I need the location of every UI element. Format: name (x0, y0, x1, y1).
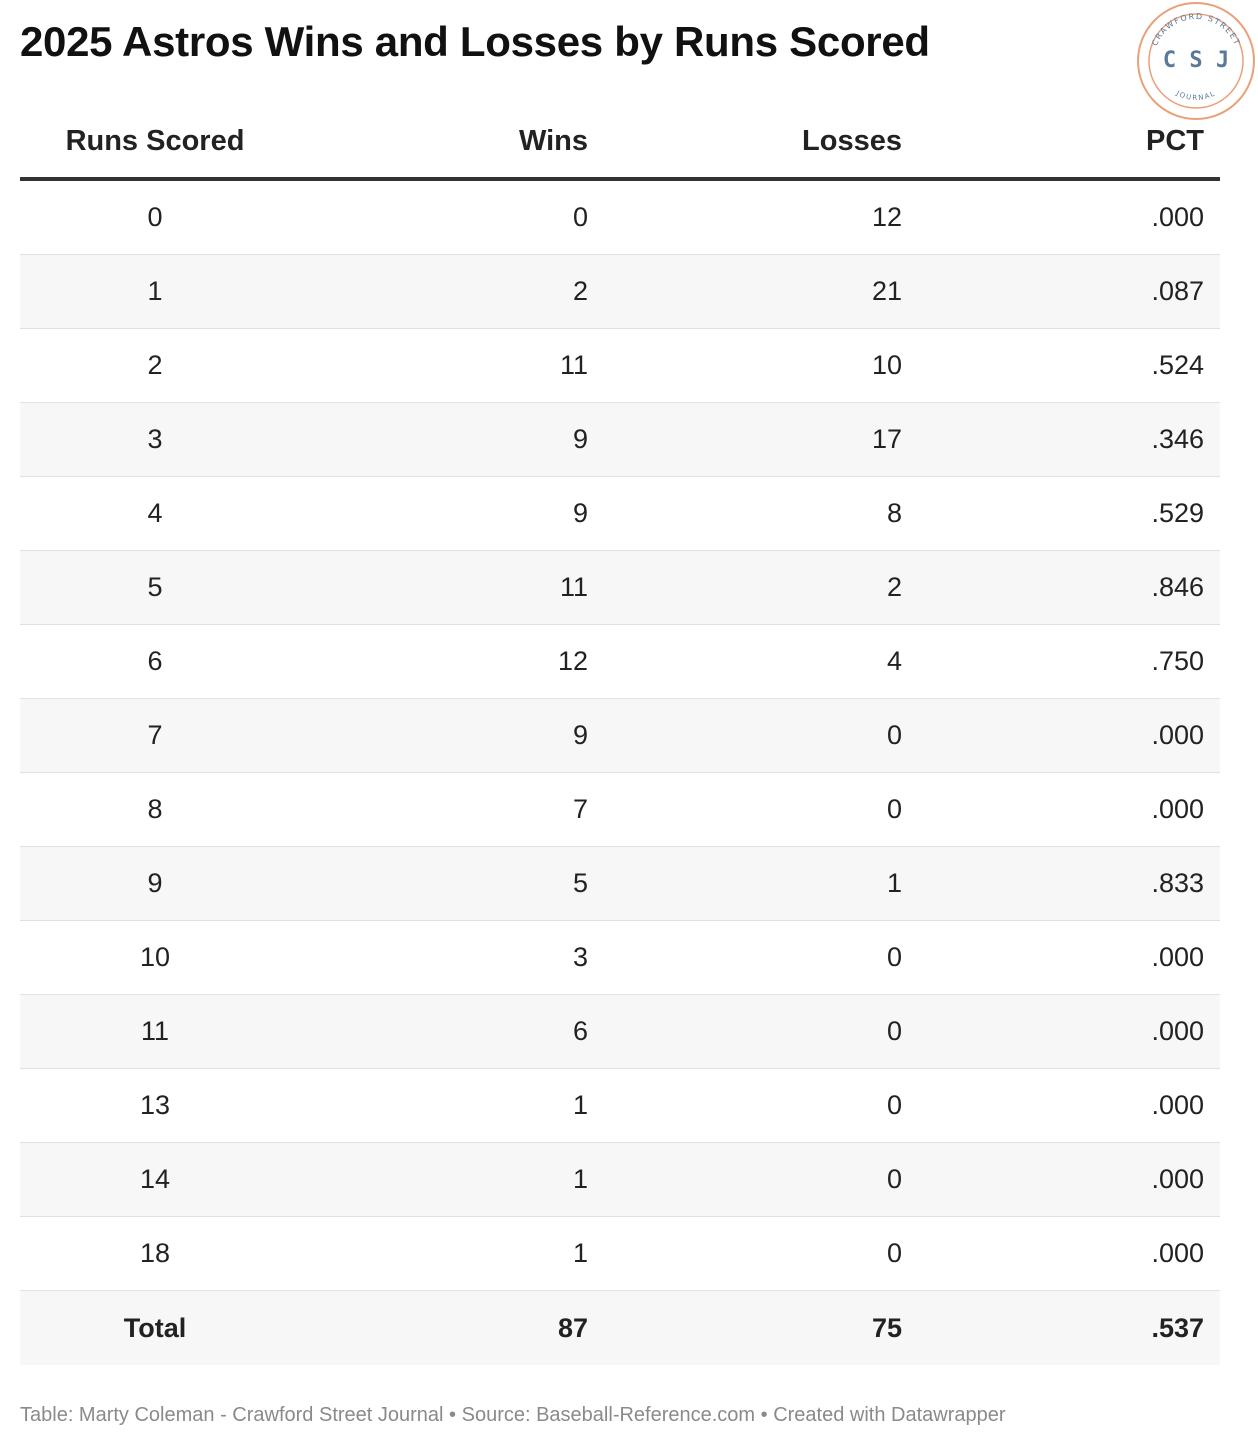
wins-cell: 2 (572, 276, 588, 306)
logo-ring-top: CRAWFORD STREET (1150, 11, 1242, 48)
table-row (20, 921, 1220, 995)
losses-cell: 10 (871, 350, 902, 380)
total-losses: 75 (871, 1312, 902, 1343)
pct-cell: .000 (1151, 1238, 1204, 1268)
pct-cell: .087 (1151, 276, 1204, 306)
wins-cell: 5 (572, 868, 588, 898)
losses-cell: 8 (886, 498, 902, 528)
runs-scored-cell: 4 (147, 498, 163, 528)
pct-cell: .000 (1151, 1016, 1204, 1046)
table-row (20, 551, 1220, 625)
wins-cell: 1 (572, 1090, 588, 1120)
logo-monogram: C S J (1162, 48, 1230, 73)
runs-scored-cell: 2 (147, 350, 163, 380)
chart-title: 2025 Astros Wins and Losses by Runs Scored (20, 18, 930, 65)
pct-cell: .529 (1151, 498, 1204, 528)
table-row (20, 1217, 1220, 1291)
header-wins: Wins (518, 124, 588, 157)
pct-cell: .524 (1151, 350, 1204, 380)
runs-scored-cell: 8 (147, 794, 163, 824)
pct-cell: .000 (1151, 720, 1204, 750)
wins-cell: 1 (572, 1164, 588, 1194)
data-table (20, 105, 1220, 1365)
wins-cell: 12 (557, 646, 588, 676)
runs-scored-cell: 7 (147, 720, 163, 750)
runs-scored-cell: 14 (139, 1164, 171, 1194)
wins-cell: 0 (572, 202, 588, 232)
logo-ring-bottom: JOURNAL (1174, 89, 1218, 103)
losses-cell: 2 (886, 572, 902, 602)
runs-scored-cell: 10 (139, 942, 171, 972)
losses-cell: 1 (886, 868, 902, 898)
pct-cell: .000 (1151, 1090, 1204, 1120)
total-wins: 87 (557, 1312, 588, 1343)
losses-cell: 0 (886, 1238, 902, 1268)
pct-cell: .000 (1151, 1164, 1204, 1194)
table-total-row (20, 1291, 1220, 1365)
table-row (20, 403, 1220, 477)
losses-cell: 21 (871, 276, 902, 306)
runs-scored-cell: 1 (147, 276, 163, 306)
table-row (20, 1143, 1220, 1217)
losses-cell: 0 (886, 794, 902, 824)
table-row (20, 847, 1220, 921)
table-row (20, 995, 1220, 1069)
total-label: Total (123, 1312, 187, 1343)
runs-scored-cell: 11 (140, 1016, 170, 1046)
footer-credits: Table: Marty Coleman - Crawford Street Journal • Source: Baseball-Reference.com • Created with Datawrapper (20, 1404, 1006, 1426)
header-losses: Losses (802, 124, 902, 157)
total-pct: .537 (1151, 1312, 1204, 1343)
table-body (20, 181, 1220, 1365)
losses-cell: 0 (886, 942, 902, 972)
wins-cell: 11 (559, 572, 588, 602)
runs-scored-cell: 9 (147, 868, 163, 898)
losses-cell: 0 (886, 720, 902, 750)
table-row (20, 625, 1220, 699)
pct-cell: .000 (1151, 794, 1204, 824)
runs-scored-cell: 6 (147, 646, 163, 676)
pct-cell: .750 (1151, 646, 1204, 676)
runs-scored-cell: 3 (147, 424, 163, 454)
wins-cell: 3 (572, 942, 588, 972)
wins-cell: 9 (572, 720, 588, 750)
table-row (20, 255, 1220, 329)
losses-cell: 0 (886, 1090, 902, 1120)
wins-cell: 9 (572, 424, 588, 454)
wins-cell: 9 (572, 498, 588, 528)
table-row (20, 699, 1220, 773)
losses-cell: 0 (886, 1164, 902, 1194)
losses-cell: 17 (871, 424, 902, 454)
pct-cell: .346 (1151, 424, 1204, 454)
header-pct: PCT (1146, 124, 1204, 157)
pct-cell: .846 (1151, 572, 1204, 602)
table-row (20, 1069, 1220, 1143)
wins-cell: 7 (572, 794, 588, 824)
header-runs-scored: Runs Scored (65, 124, 245, 157)
losses-cell: 4 (886, 646, 902, 676)
table-header-row (20, 105, 1220, 181)
table-row (20, 181, 1220, 255)
csj-logo (1134, 0, 1258, 122)
pct-cell: .000 (1151, 202, 1204, 232)
pct-cell: .833 (1151, 868, 1204, 898)
table-row (20, 773, 1220, 847)
runs-scored-cell: 13 (139, 1090, 171, 1120)
losses-cell: 0 (886, 1016, 902, 1046)
wins-cell: 6 (572, 1016, 588, 1046)
runs-scored-cell: 5 (147, 572, 163, 602)
runs-scored-cell: 0 (147, 202, 163, 232)
runs-scored-cell: 18 (139, 1238, 171, 1268)
table-row (20, 329, 1220, 403)
losses-cell: 12 (871, 202, 902, 232)
wins-cell: 1 (572, 1238, 588, 1268)
table-row (20, 477, 1220, 551)
wins-cell: 11 (559, 350, 588, 380)
pct-cell: .000 (1151, 942, 1204, 972)
